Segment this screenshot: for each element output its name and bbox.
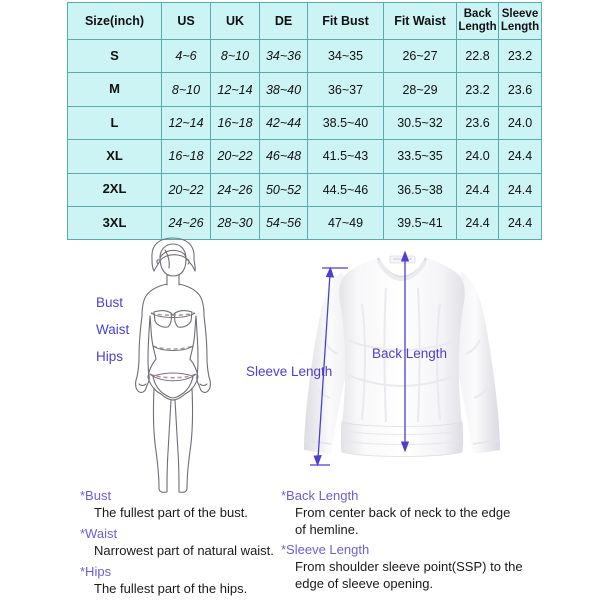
cell-uk: 8~10 — [211, 40, 260, 73]
column-header-fit-bust: Fit Bust — [308, 3, 384, 40]
cell-back-length: 22.8 — [457, 40, 499, 73]
cell-sleeve-length: 23.2 — [499, 40, 542, 73]
table-row — [68, 206, 542, 239]
note-body-bust: The fullest part of the bust. — [94, 505, 248, 520]
cell-uk: 28~30 — [211, 206, 260, 239]
cell-sleeve-length: 24.4 — [499, 206, 542, 239]
garment-label-back-length: Back Length — [372, 346, 448, 361]
column-header-back-length — [457, 3, 499, 40]
cell-fit-bust: 41.5~43 — [308, 140, 384, 173]
cell-sleeve-length: 24.0 — [499, 106, 542, 139]
back-length-arrow-head-bottom — [402, 442, 409, 451]
table-row — [68, 106, 542, 139]
column-header-sleeve-length — [499, 3, 542, 40]
cell-back-length: 23.2 — [457, 73, 499, 106]
cell-size: S — [68, 40, 162, 73]
column-header-back-length-line2: Length — [458, 21, 497, 33]
cell-fit-waist: 28~29 — [384, 73, 457, 106]
cell-uk: 12~14 — [211, 73, 260, 106]
cell-size: 2XL — [68, 173, 162, 206]
note-body-hips: The fullest part of the hips. — [94, 581, 248, 597]
column-header-fit-waist: Fit Waist — [384, 3, 457, 40]
note-body-back-length-line2: of hemline. — [295, 522, 359, 538]
column-header-size: Size(inch) — [68, 3, 162, 40]
table-row — [68, 40, 542, 73]
note-head-waist: *Waist — [80, 526, 118, 542]
table-body — [68, 40, 542, 240]
cell-size: L — [68, 106, 162, 139]
sleeve-length-arrow-head-bottom — [314, 456, 321, 465]
cell-fit-waist: 30.5~32 — [384, 106, 457, 139]
cell-uk: 24~26 — [211, 173, 260, 206]
table-row — [68, 73, 542, 106]
cell-sleeve-length: 24.4 — [499, 173, 542, 206]
cell-size: XL — [68, 140, 162, 173]
cell-us: 16~18 — [162, 140, 211, 173]
cell-de: 54~56 — [260, 206, 308, 239]
cell-de: 38~40 — [260, 73, 308, 106]
cell-fit-bust: 38.5~40 — [308, 106, 384, 139]
cell-size: 3XL — [68, 206, 162, 239]
cell-us: 4~6 — [162, 40, 211, 73]
cell-size: M — [68, 73, 162, 106]
column-header-sleeve-length-line1: Sleeve — [501, 8, 539, 21]
column-header-back-length-line1: Back — [463, 8, 492, 21]
cell-fit-waist: 39.5~41 — [384, 206, 457, 239]
cell-back-length: 23.6 — [457, 106, 499, 139]
column-header-uk: UK — [211, 3, 260, 40]
back-length-arrow-head-top — [402, 252, 409, 261]
note-head-bust: *Bust — [80, 488, 112, 503]
cell-back-length: 24.4 — [457, 206, 499, 239]
table-header — [68, 3, 542, 40]
note-body-sleeve-length-line2: edge of sleeve opening. — [295, 576, 434, 592]
cell-fit-bust: 44.5~46 — [308, 173, 384, 206]
cell-de: 34~36 — [260, 40, 308, 73]
cell-de: 42~44 — [260, 106, 308, 139]
cell-us: 12~14 — [162, 106, 211, 139]
cell-us: 8~10 — [162, 73, 211, 106]
note-head-back-length: *Back Length — [281, 488, 359, 503]
cell-fit-waist: 26~27 — [384, 40, 457, 73]
body-label-hips: Hips — [96, 349, 124, 364]
cell-fit-bust: 36~37 — [308, 73, 384, 106]
body-measurement-notes — [80, 488, 285, 602]
sleeve-length-arrow-head-top — [327, 268, 334, 277]
cell-fit-bust: 47~49 — [308, 206, 384, 239]
note-body-sleeve-length-line1: From shoulder sleeve point(SSP) to the — [295, 559, 523, 575]
table-row — [68, 140, 542, 173]
cell-back-length: 24.4 — [457, 173, 499, 206]
cell-fit-waist: 33.5~35 — [384, 140, 457, 173]
cell-fit-bust: 34~35 — [308, 40, 384, 73]
column-header-us: US — [162, 3, 211, 40]
cell-sleeve-length: 23.6 — [499, 73, 542, 106]
cell-us: 20~22 — [162, 173, 211, 206]
note-body-waist: Narrowest part of natural waist. — [94, 543, 274, 559]
body-label-waist: Waist — [96, 322, 130, 337]
table-row — [68, 173, 542, 206]
cell-uk: 16~18 — [211, 106, 260, 139]
cell-de: 46~48 — [260, 140, 308, 173]
cell-fit-waist: 36.5~38 — [384, 173, 457, 206]
cell-de: 50~52 — [260, 173, 308, 206]
size-chart-table — [67, 2, 542, 240]
body-label-bust: Bust — [96, 295, 124, 310]
garment-label-sleeve-length: Sleeve Length — [246, 364, 333, 379]
table-header-row — [68, 3, 542, 40]
note-body-sleeve-length — [295, 558, 581, 592]
cell-us: 24~26 — [162, 206, 211, 239]
cell-back-length: 24.0 — [457, 140, 499, 173]
note-head-hips: *Hips — [80, 564, 112, 580]
cell-uk: 20~22 — [211, 140, 260, 173]
cell-sleeve-length: 24.4 — [499, 140, 542, 173]
note-head-sleeve-length: *Sleeve Length — [281, 542, 370, 558]
measurement-diagram-area — [0, 236, 600, 496]
column-header-sleeve-length-line2: Length — [500, 21, 540, 33]
garment-measurement-notes — [281, 488, 581, 597]
column-header-de: DE — [260, 3, 308, 40]
note-body-back-length — [295, 504, 581, 538]
note-body-back-length-line1: From center back of neck to the edge — [295, 505, 511, 520]
